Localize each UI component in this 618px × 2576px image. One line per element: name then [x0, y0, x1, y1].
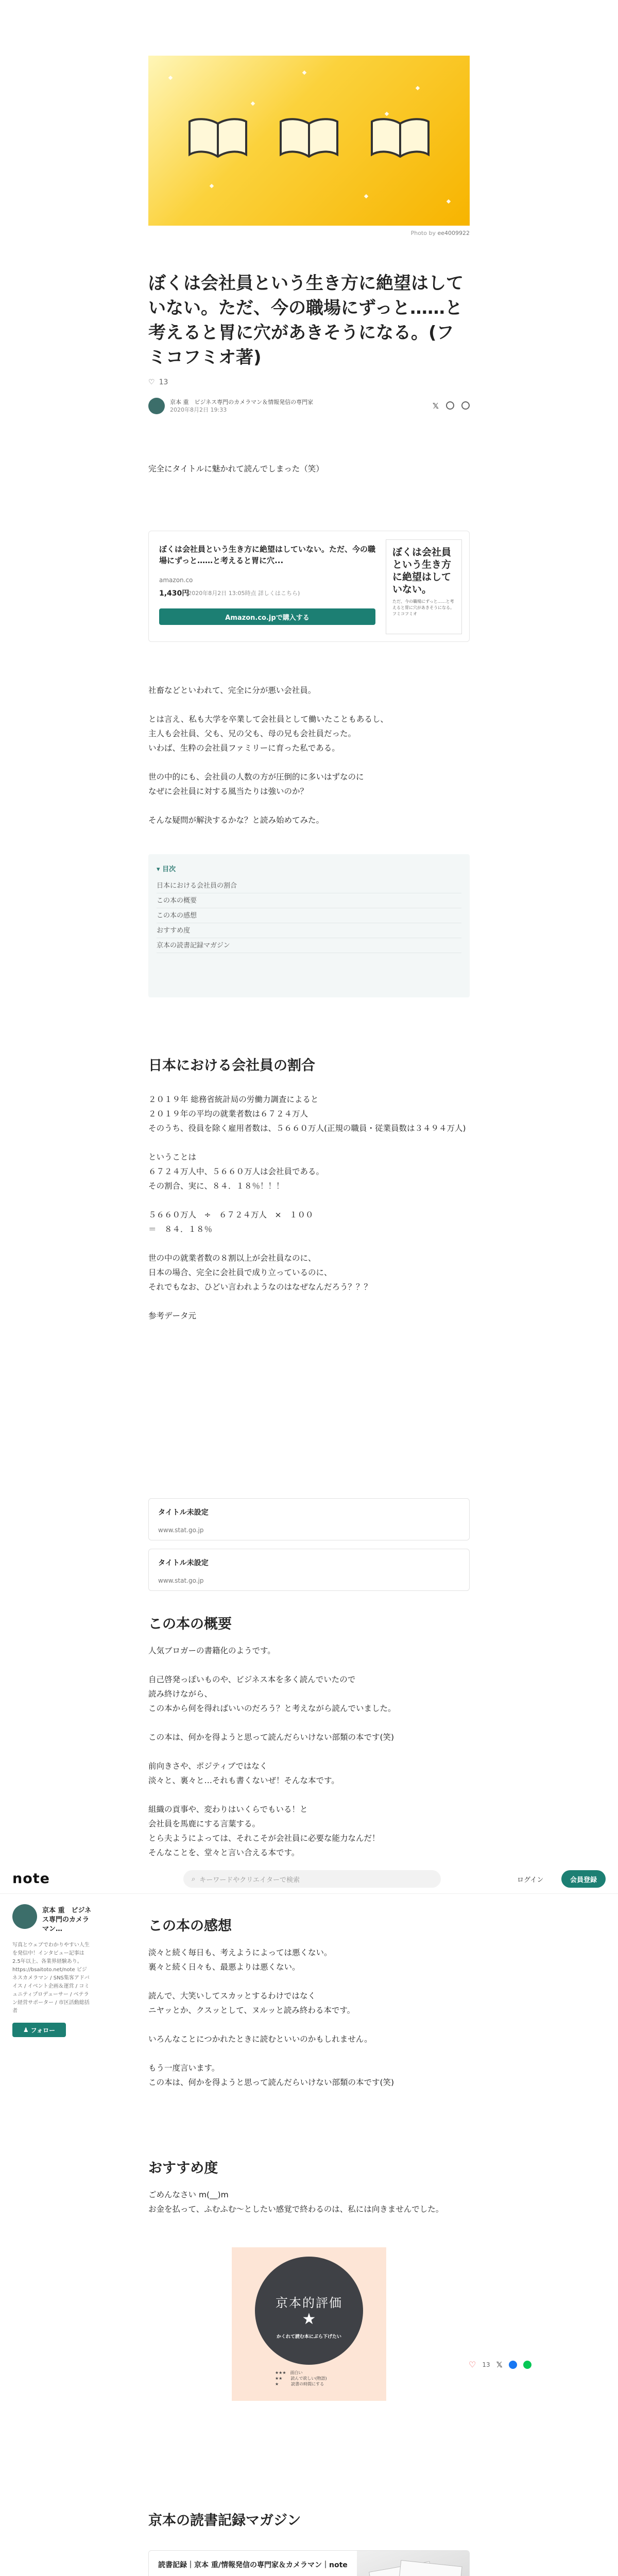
search-icon: ⌕	[192, 1875, 196, 1883]
paragraph	[148, 2061, 470, 2090]
text-line: 読み終けながら、	[148, 1689, 213, 1699]
toc-item[interactable]: この本の概要	[157, 893, 461, 908]
text-line: 淡々と、裏々と…それも書くないぜ！そんな本です。	[148, 1776, 339, 1785]
paragraph	[148, 770, 470, 799]
paragraph	[148, 1251, 470, 1294]
text-line: そのうち、役員を除く雇用者数は、５６６０万人(正規の職員・従業員数は３４９４万人)	[148, 1124, 466, 1133]
sidebar-author	[12, 1904, 90, 2037]
text-line: その割合、実に、８４．１８％！！！	[148, 1181, 284, 1191]
x-share-icon[interactable]: 𝕏	[432, 401, 439, 411]
book-icon	[279, 117, 339, 159]
toc-item[interactable]: 日本における会社員の割合	[157, 878, 461, 893]
text-line: とは言え、私も大学を卒業して会社員として働いたこともあるし、	[148, 715, 388, 724]
text-line: 組織の貢事や、変わりはいくらでもいる！と	[148, 1805, 308, 1814]
rating-row: ★★★ 面白い	[275, 2370, 303, 2375]
text-line: 前向きさや、ポジティブではなく	[148, 1761, 268, 1771]
like-count[interactable]: ♡ 13	[148, 378, 168, 386]
text-line: ２０１９年 総務省統計局の労働力調査によると	[148, 1095, 319, 1104]
section-heading: 京本の読書記録マガジン	[148, 2513, 301, 2529]
text-line: 裏々と続く日々も、最悪よりは悪くない。	[148, 1962, 300, 1972]
book-icon	[187, 117, 248, 159]
text-line: ごめんなさい m(__)m	[148, 2190, 229, 2199]
paragraph	[148, 1643, 470, 1658]
intro-text: 完全にタイトルに魅かれて読んでしまった（笑）	[148, 464, 324, 473]
text-line: とら夫ようによっては、それこそが会社員に必要な能力なんだ！	[148, 1834, 380, 1843]
text-line: この本は、何かを得ようと思って読んだらいけない部類の本です(笑)	[148, 1733, 394, 1742]
text-line: なぜに会社員に対する風当たりは強いのか？	[148, 787, 308, 796]
text-line: 社畜などといわれて、完全に分が悪い会社員。	[148, 686, 316, 695]
section-heading: おすすめ度	[148, 2160, 218, 2176]
floating-actions: ♡ 13 𝕏	[469, 2360, 531, 2369]
magazine-card[interactable]: 読書記録｜京本 重/情報発信の専門家＆カメラマン｜note	[148, 2550, 470, 2576]
badge-icon: 京本的評価 ★ かくれて読む本にぶら下げたい	[255, 2257, 363, 2365]
table-of-contents	[148, 854, 470, 997]
note-logo[interactable]: note	[12, 1871, 50, 1887]
rating-row: ★★ 読んで欲しい(物語)	[275, 2376, 327, 2381]
text-line: 淡々と続く毎日も、考えようによっては悪くない。	[148, 1948, 332, 1957]
paragraph	[148, 1150, 470, 1193]
paragraph	[148, 1802, 470, 1860]
section-heading: 日本における会社員の割合	[148, 1058, 315, 1074]
post-date: 2020年8月2日 19:33	[170, 406, 227, 413]
link-card[interactable]: タイトル未設定 www.stat.go.jp	[148, 1549, 470, 1591]
section-body	[148, 1643, 470, 1874]
text-line: 日本の場合、完全に会社員で成り立っているのに、	[148, 1268, 332, 1277]
x-share-icon[interactable]: 𝕏	[496, 2360, 503, 2369]
paragraph	[148, 2032, 470, 2046]
login-link[interactable]: ログイン	[517, 1876, 544, 1884]
toc-item[interactable]: おすすめ度	[157, 923, 461, 938]
text-line: それでもなお、ひどい言われようなのはなぜなんだろう？？？	[148, 1282, 372, 1292]
section-body	[148, 1945, 470, 2104]
paragraph	[148, 813, 470, 827]
toc-item[interactable]: この本の感想	[157, 908, 461, 923]
amazon-source: amazon.co	[159, 577, 193, 584]
section-heading: この本の概要	[148, 1616, 232, 1632]
link-card[interactable]: タイトル未設定 www.stat.go.jp	[148, 1498, 470, 1540]
paragraph	[148, 1672, 470, 1716]
text-line: 会社員を馬鹿にする言葉する。	[148, 1819, 261, 1828]
avatar[interactable]	[12, 1904, 37, 1929]
sidebar-author-bio: 写真とウェブでわかりやすい人生を発信中！インタビュー記事は2.5年以上、各業界経験あり。https://bsaitoto.net/note ビジネスカメラマン / SNS集客アドバイス / イベント企画＆運営 / コミュニティプロデューサー / ベテラン経営サポーター / 市区活動総括者	[12, 1942, 90, 2014]
text-line: この本は、何かを得ようと思って読んだらいけない部類の本です(笑)	[148, 2078, 394, 2087]
rating-image	[232, 2247, 386, 2401]
text-line: いろんなことにつかれたときに読むといいのかもしれません。	[148, 2035, 372, 2044]
signup-button[interactable]: 会員登録	[561, 1870, 606, 1888]
toc-item[interactable]: 京本の読書記録マガジン	[157, 938, 461, 953]
paragraph	[148, 1092, 470, 1136]
author-row	[148, 396, 470, 416]
section-body	[148, 1092, 470, 1337]
text-line: いわば、生粋の会社員ファミリーに育った私である。	[148, 743, 340, 753]
text-line: 世の中的にも、会社員の人数の方が圧倒的に多いはずなのに	[148, 772, 364, 782]
paragraph	[148, 1730, 470, 1744]
author-name[interactable]: 京本 重 ビジネス専門のカメラマン＆情報発信の専門家	[170, 399, 314, 405]
photo-credit-link[interactable]: ee4009922	[437, 230, 470, 236]
paragraph	[148, 1309, 470, 1323]
text-line: この本から何を得ればいいのだろう？と考えながら読んでいました。	[148, 1704, 396, 1713]
facebook-share-icon[interactable]	[446, 401, 454, 410]
text-line: 読んで、大笑いしてスカッとするわけではなく	[148, 1991, 316, 2001]
follow-button[interactable]: ♟ フォロー	[12, 2023, 66, 2037]
paragraph	[148, 2188, 470, 2216]
heart-icon[interactable]: ♡	[469, 2360, 476, 2369]
paragraph	[148, 1989, 470, 2018]
text-line: 世の中の就業者数の８割以上が会社員なのに、	[148, 1253, 316, 1263]
site-header	[0, 1863, 618, 1894]
amazon-card[interactable]	[148, 531, 470, 642]
paragraph	[148, 1208, 470, 1236]
paragraph	[148, 712, 470, 755]
text-line: お金を払って、ふむふむ～としたい感覚で終わるのは、私には向きませんでした。	[148, 2205, 444, 2214]
paragraph	[148, 1945, 470, 1974]
text-line: ５６６０万人 ÷ ６７２４万人 × １００	[148, 1210, 314, 1219]
text-line: そんな疑問が解決するかな？と読み始めてみた。	[148, 816, 324, 825]
book-cover[interactable]: ぼくは会社員という生き方に絶望はしていない。 ただ、今の職場にずっと……と考えると胃に穴があきそうになる。 フミコフミオ	[386, 539, 462, 634]
rating-row: ★ 読書の時間にする	[275, 2382, 324, 2386]
text-line: 自己啓発っぽいものや、ビジネス本を多く読んでいたので	[148, 1675, 356, 1684]
amazon-date: (2020年8月2日 13:05時点 詳しくはこちら)	[186, 590, 300, 597]
text-line: 参考データ元	[148, 1311, 197, 1320]
amazon-price: 1,430円	[159, 589, 190, 598]
more-options-icon[interactable]	[461, 401, 470, 410]
text-line: ＝ ８４．１８％	[148, 1225, 213, 1234]
section-body	[148, 2188, 470, 2231]
paragraph	[148, 683, 470, 698]
text-line: 主人も会社員、父も、兄の父も、母の兄も会社員だった。	[148, 729, 356, 738]
text-line: ということは	[148, 1153, 197, 1162]
text-line: 人気ブロガーの書籍化のようです。	[148, 1646, 276, 1655]
avatar[interactable]	[148, 398, 165, 414]
toc-toggle[interactable]: ▾ 目次	[157, 866, 176, 873]
amazon-buy-button[interactable]: Amazon.co.jpで購入する	[159, 608, 375, 625]
text-line: ２０１９年の平均の就業者数は６７２４万人	[148, 1109, 308, 1118]
heart-icon: ♡	[148, 378, 155, 386]
text-line: ６７２４万人中、５６６０万人は会社員である。	[148, 1167, 324, 1176]
photo-credit: Photo by ee4009922	[410, 230, 470, 236]
section-heading: この本の感想	[148, 1918, 232, 1934]
article-title: ぼくは会社員という生き方に絶望はしていない。ただ、今の職場にずっと……と考えると胃に穴があきそうになる。(フミコフミオ著)	[148, 273, 464, 368]
text-line: ニヤッとか、クスッとして、ヌルッと読み終わる本です。	[148, 2006, 355, 2015]
line-share-icon[interactable]	[523, 2361, 531, 2369]
facebook-share-icon[interactable]	[509, 2361, 517, 2369]
magazine-thumbnail	[357, 2551, 470, 2576]
amazon-title[interactable]: ぼくは会社員という生き方に絶望はしていない。ただ、今の職場にずっと……と考えると胃に穴...	[159, 545, 376, 565]
search-input[interactable]: ⌕ キーワードやクリエイターで検索	[183, 1870, 441, 1888]
hero-image	[148, 56, 470, 226]
intro-paragraphs	[148, 683, 470, 842]
person-add-icon: ♟	[23, 2026, 29, 2033]
text-line: そんなことを、堂々と言い合える本です。	[148, 1848, 300, 1857]
text-line: もう一度言います。	[148, 2063, 220, 2073]
book-icon	[370, 117, 431, 159]
paragraph	[148, 1759, 470, 1788]
sidebar-author-name[interactable]: 京本 重 ビジネス専門のカメラマン…	[42, 1907, 92, 1933]
